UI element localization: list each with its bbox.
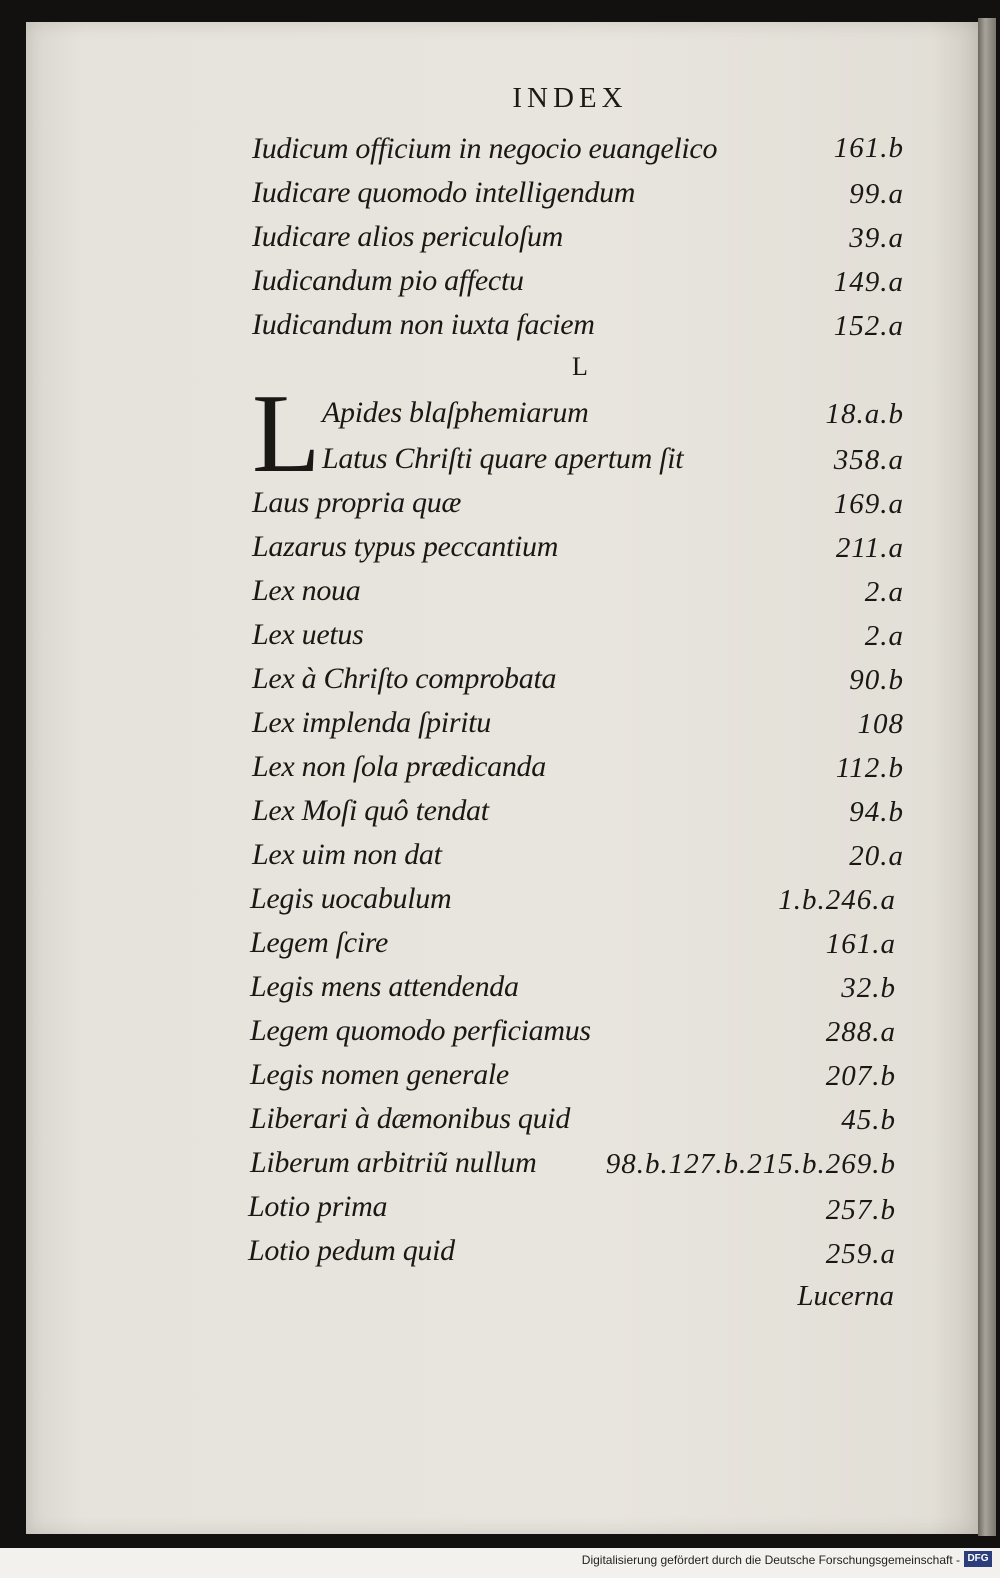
dfg-logo: DFG (964, 1551, 992, 1567)
index-entry-term: Iudicandum non iuxta faciem (252, 308, 595, 341)
digitization-credit: Digitalisierung gefördert durch die Deutsche Forschungsgemeinschaft - (581, 1553, 960, 1567)
index-entry-term: Iudicandum pio affectu (252, 264, 524, 297)
index-entry-term: Iudicum officium in negocio euangelico (252, 132, 718, 165)
index-entry-ref: 112.b (835, 752, 904, 784)
index-entry-term: Liberari à dæmonibus quid (250, 1102, 571, 1135)
index-entry-term: Legem ſcire (250, 926, 389, 959)
index-entry-term: Lex uetus (252, 618, 364, 651)
index-entry-term: Lex noua (252, 574, 361, 607)
index-entry-term: Lazarus typus peccantium (252, 530, 559, 563)
index-entry-term: Lotio prima (248, 1190, 388, 1223)
index-entry-term: Legis mens attendenda (250, 970, 519, 1003)
index-entry-term: Iudicare alios periculoſum (252, 220, 564, 253)
index-entry-term: Lex Moſi quô tendat (252, 794, 489, 827)
index-entry-ref: 1.b.246.a (778, 884, 896, 916)
index-entry-term: Latus Chriſti quare apertum ſit (322, 442, 684, 475)
index-entry-term: Legis nomen generale (250, 1058, 509, 1091)
index-entry-ref: 257.b (825, 1194, 896, 1226)
index-entry-ref: 152.a (833, 310, 904, 342)
index-entry-ref: 98.b.127.b.215.b.269.b (605, 1148, 896, 1180)
index-entry-ref: 161.a (825, 928, 896, 960)
index-entry-term: Laus propria quæ (252, 486, 462, 519)
index-entry-ref: 169.a (833, 488, 904, 520)
index-entry-ref: 161.b (833, 132, 904, 164)
index-entry-ref: 94.b (849, 796, 904, 828)
index-entry-ref: 90.b (849, 664, 904, 696)
index-entry-term: Lex non ſola prædicanda (252, 750, 546, 783)
section-letter: L (572, 352, 588, 381)
index-entry-ref: 288.a (825, 1016, 896, 1048)
index-entry-ref: 99.a (849, 178, 904, 210)
index-entry-ref: 18.a.b (825, 398, 904, 430)
index-entry-ref: 2.a (864, 620, 904, 652)
index-entry-ref: 211.a (835, 532, 904, 564)
index-entry-term: Legis uocabulum (250, 882, 452, 915)
index-entry-ref: 39.a (849, 222, 904, 254)
index-entry-ref: 20.a (849, 840, 904, 872)
index-entry-ref: 32.b (841, 972, 896, 1004)
index-entry-term: Lex implenda ſpiritu (252, 706, 491, 739)
index-entry-term: Liberum arbitriũ nullum (250, 1146, 537, 1179)
index-entry-term: Legem quomodo perficiamus (250, 1014, 591, 1047)
running-head: INDEX (512, 82, 628, 114)
page-edge (978, 18, 996, 1536)
index-entry-ref: 259.a (825, 1238, 896, 1270)
index-entry-term: Lex à Chriſto comprobata (252, 662, 557, 695)
index-entry-ref: 45.b (841, 1104, 896, 1136)
drop-cap: L (252, 372, 321, 496)
index-entry-ref: 149.a (833, 266, 904, 298)
index-entry-term: Iudicare quomodo intelligendum (252, 176, 636, 209)
index-entry-ref: 108 (857, 708, 904, 740)
index-entry-term: Lotio pedum quid (248, 1234, 455, 1267)
index-entry-ref: 2.a (864, 576, 904, 608)
index-entry-term: Apides blaſphemiarum (322, 396, 589, 429)
index-entry-ref: 358.a (833, 444, 904, 476)
index-entry-ref: 207.b (825, 1060, 896, 1092)
catchword: Lucerna (797, 1280, 894, 1312)
index-entry-term: Lex uim non dat (252, 838, 442, 871)
